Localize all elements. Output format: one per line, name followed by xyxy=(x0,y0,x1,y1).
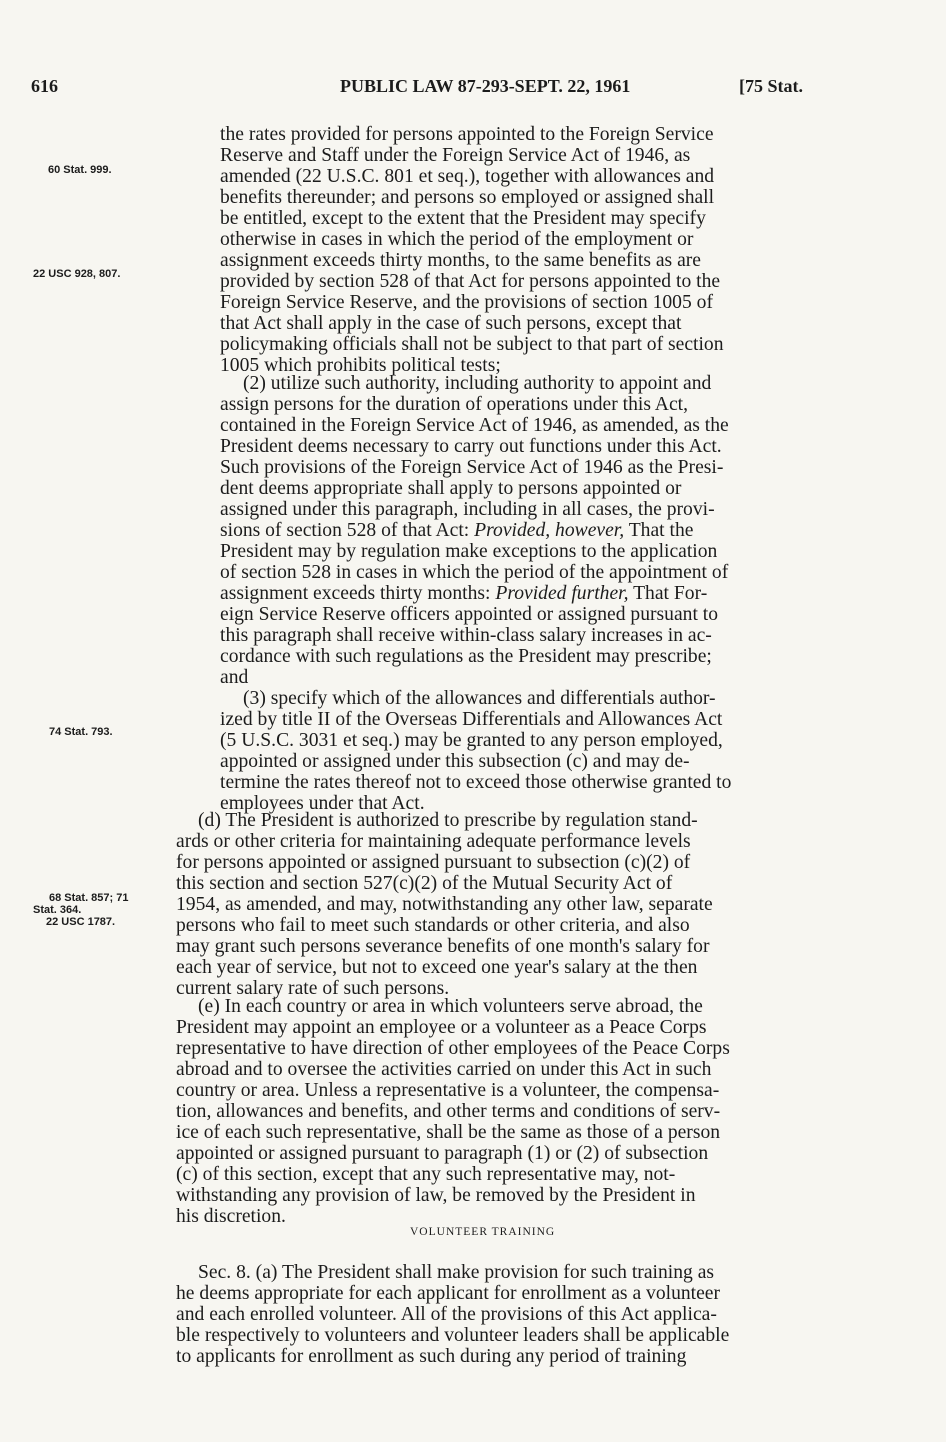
text-line: and each enrolled volunteer. All of the provisions of this Act applica- xyxy=(176,1304,717,1325)
text-line: (e) In each country or area in which volunteers serve abroad, the xyxy=(198,996,703,1017)
text-line: ble respectively to volunteers and volunteer leaders shall be applicable xyxy=(176,1325,730,1346)
margin-note: Stat. 364. xyxy=(33,904,82,916)
text-line: (3) specify which of the allowances and differentials author- xyxy=(243,688,716,709)
margin-note: 68 Stat. 857; 71 xyxy=(49,892,129,904)
text-line: this paragraph shall receive within-class salary increases in ac- xyxy=(220,625,712,646)
text-line: appointed or assigned pursuant to paragraph (1) or (2) of subsection xyxy=(176,1143,709,1164)
text-line: cordance with such regulations as the President may prescribe; xyxy=(220,646,712,667)
text-line: (5 U.S.C. 3031 et seq.) may be granted to any person employed, xyxy=(220,730,723,751)
text-segment: sions of section 528 of that Act: xyxy=(220,520,470,541)
text-line: may grant such persons severance benefits of one month's salary for xyxy=(176,936,710,957)
text-line: President deems necessary to carry out functions under this Act. xyxy=(220,436,722,457)
text-line: assigned under this paragraph, including in all cases, the provi- xyxy=(220,499,715,520)
statute-volume: [75 Stat. xyxy=(739,76,803,96)
text-line: employees under that Act. xyxy=(220,793,425,814)
text-line: his discretion. xyxy=(176,1206,286,1227)
text-line: Foreign Service Reserve, and the provisions of section 1005 of xyxy=(220,292,714,313)
text-line: eign Service Reserve officers appointed or assigned pursuant to xyxy=(220,604,719,625)
italic-proviso: Provided, however, xyxy=(474,520,625,541)
text-line: each year of service, but not to exceed one year's salary at the then xyxy=(176,957,698,978)
text-line: 1005 which prohibits political tests; xyxy=(220,355,501,376)
text-line: country or area. Unless a representative is a volunteer, the compensa- xyxy=(176,1080,720,1101)
text-line: 1954, as amended, and may, notwithstanding any other law, separate xyxy=(176,894,713,915)
text-line: provided by section 528 of that Act for persons appointed to the xyxy=(220,271,721,292)
text-line: otherwise in cases in which the period of the employment or xyxy=(220,229,694,250)
text-line xyxy=(220,520,693,541)
text-segment: That the xyxy=(628,520,694,541)
margin-note: 22 USC 928, 807. xyxy=(33,268,121,280)
text-line: abroad and to oversee the activities carried on under this Act in such xyxy=(176,1059,712,1080)
text-line: amended (22 U.S.C. 801 et seq.), together with allowances and xyxy=(220,166,715,187)
margin-note: 60 Stat. 999. xyxy=(48,164,112,176)
text-line: ards or other criteria for maintaining adequate performance levels xyxy=(176,831,691,852)
text-line: and xyxy=(220,667,249,688)
section-heading: VOLUNTEER TRAINING xyxy=(410,1226,556,1238)
running-title: PUBLIC LAW 87-293-SEPT. 22, 1961 xyxy=(340,76,631,96)
text-line: assignment exceeds thirty months, to the same benefits as are xyxy=(220,250,702,271)
text-line: Such provisions of the Foreign Service Act of 1946 as the Presi- xyxy=(220,457,724,478)
text-line: tion, allowances and benefits, and other terms and conditions of serv- xyxy=(176,1101,721,1122)
margin-note: 22 USC 1787. xyxy=(46,916,116,928)
margin-note: 74 Stat. 793. xyxy=(49,726,113,738)
italic-proviso: Provided further, xyxy=(495,583,629,604)
text-line: he deems appropriate for each applicant for enrollment as a volunteer xyxy=(176,1283,721,1304)
text-line: (2) utilize such authority, including authority to appoint and xyxy=(243,373,712,394)
text-line: (d) The President is authorized to prescribe by regulation stand- xyxy=(198,810,698,831)
text-line: ice of each such representative, shall be the same as those of a person xyxy=(176,1122,721,1143)
text-line: to applicants for enrollment as such during any period of training xyxy=(176,1346,687,1367)
text-line: representative to have direction of other employees of the Peace Corps xyxy=(176,1038,730,1059)
text-line: the rates provided for persons appointed to the Foreign Service xyxy=(220,124,714,145)
text-line: termine the rates thereof not to exceed those otherwise granted to xyxy=(220,772,732,793)
text-line: this section and section 527(c)(2) of the Mutual Security Act of xyxy=(176,873,673,894)
text-line: President may appoint an employee or a volunteer as a Peace Corps xyxy=(176,1017,707,1038)
text-line: persons who fail to meet such standards or other criteria, and also xyxy=(176,915,690,936)
text-line: contained in the Foreign Service Act of 1946, as amended, as the xyxy=(220,415,729,436)
text-line: of section 528 in cases in which the period of the appointment of xyxy=(220,562,729,583)
text-line: ized by title II of the Overseas Differentials and Allowances Act xyxy=(220,709,723,730)
text-segment: That For- xyxy=(633,583,708,604)
text-line: policymaking officials shall not be subject to that part of section xyxy=(220,334,724,355)
text-line: Sec. 8. (a) The President shall make provision for such training as xyxy=(198,1262,715,1283)
text-line: benefits thereunder; and persons so employed or assigned shall xyxy=(220,187,715,208)
text-line: Reserve and Staff under the Foreign Service Act of 1946, as xyxy=(220,145,691,166)
text-line: assign persons for the duration of operations under this Act, xyxy=(220,394,688,415)
text-line: be entitled, except to the extent that the President may specify xyxy=(220,208,706,229)
text-line xyxy=(220,583,707,604)
text-line: dent deems appropriate shall apply to persons appointed or xyxy=(220,478,682,499)
text-segment: assignment exceeds thirty months: xyxy=(220,583,491,604)
page-number: 616 xyxy=(31,76,58,96)
text-line: withstanding any provision of law, be removed by the President in xyxy=(176,1185,696,1206)
text-line: appointed or assigned under this subsection (c) and may de- xyxy=(220,751,690,772)
text-line: for persons appointed or assigned pursuant to subsection (c)(2) of xyxy=(176,852,691,873)
text-line: current salary rate of such persons. xyxy=(176,978,450,999)
text-line: that Act shall apply in the case of such persons, except that xyxy=(220,313,682,334)
text-line: (c) of this section, except that any such representative may, not- xyxy=(176,1164,676,1185)
text-line: President may by regulation make exceptions to the application xyxy=(220,541,718,562)
